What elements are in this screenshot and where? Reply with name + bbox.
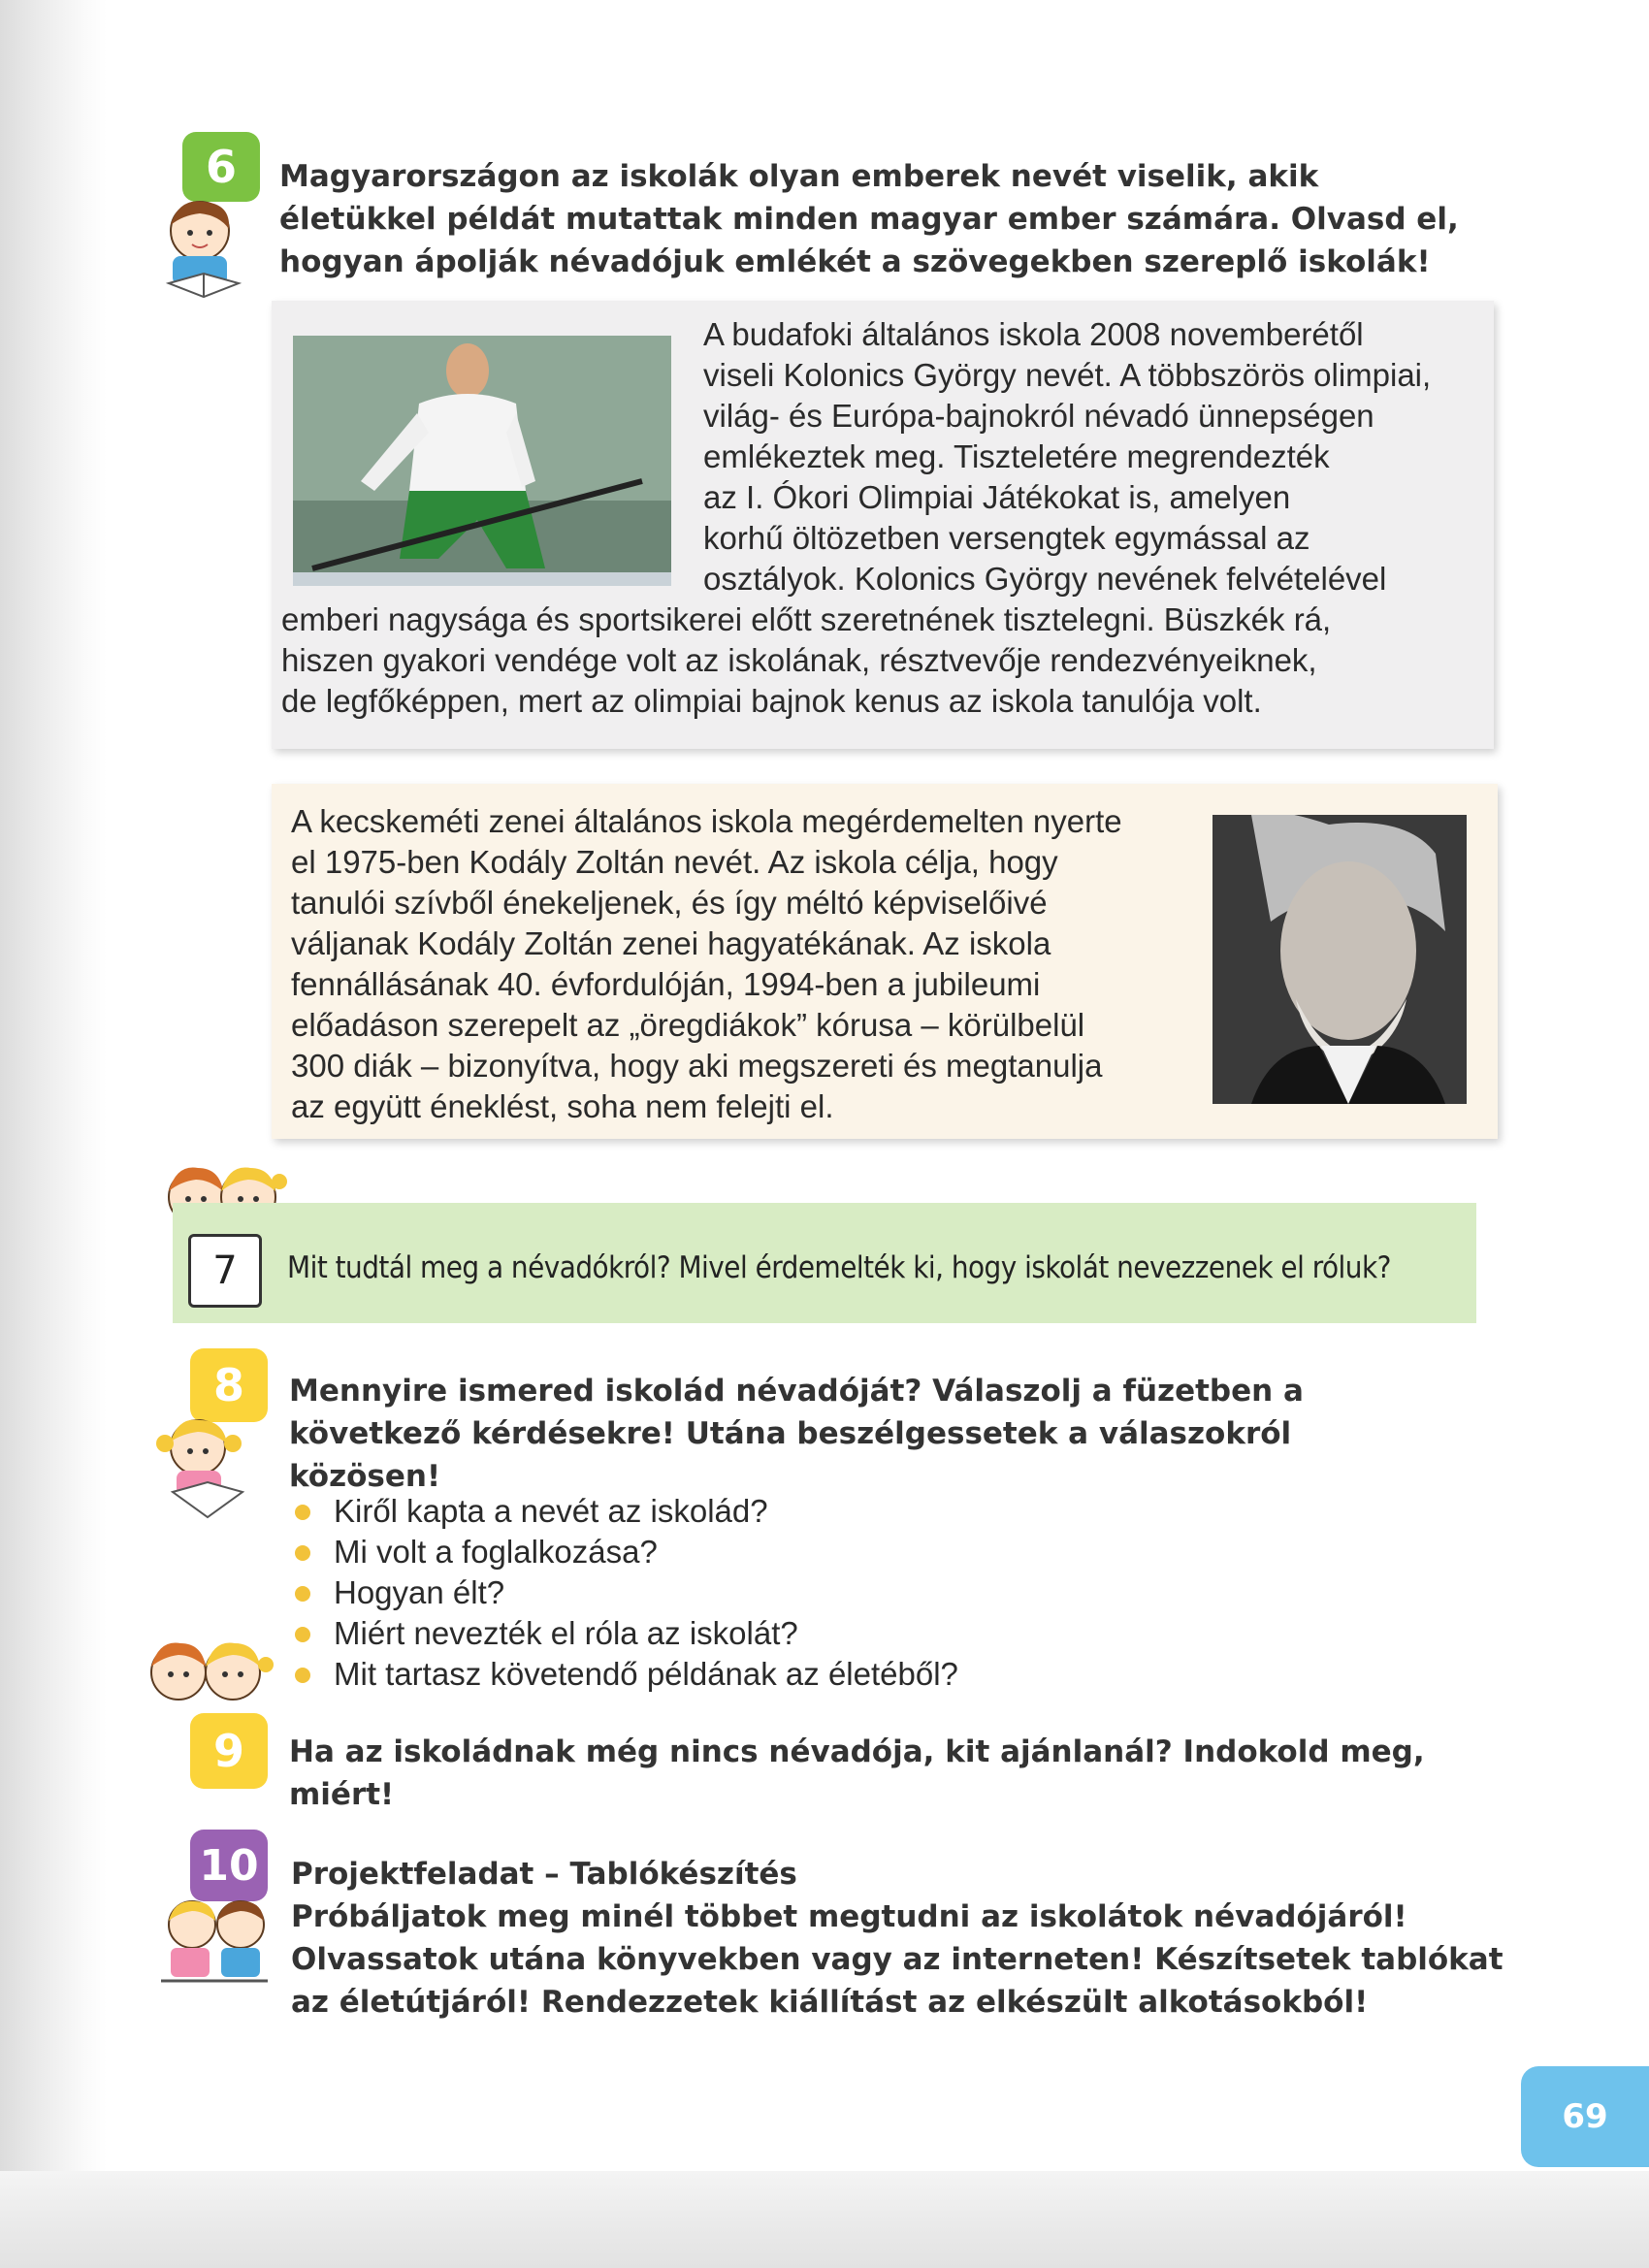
page-number: 69 bbox=[1562, 2097, 1608, 2136]
list-item: Kiről kapta a nevét az iskolád? bbox=[293, 1491, 1166, 1532]
task-9-number-badge: 9 bbox=[190, 1713, 268, 1789]
kolonics-line-5: az I. Ókori Olimpiai Játékokat is, amelyen bbox=[703, 479, 1291, 515]
task-6-instruction: Magyarországon az iskolák olyan emberek nevét viselik, akik életükkel példát mutattak minden magyar ember számára. Olvasd el, hogyan ápolják névadójuk emlékét a szövegekben szereplő iskolák! bbox=[279, 159, 1459, 279]
task-10-line-1: Próbáljatok meg minél többet megtudni az iskolátok névadójáról! bbox=[291, 1899, 1407, 1934]
kodaly-line-4: váljanak Kodály Zoltán zenei hagyatékának. Az iskola bbox=[291, 925, 1051, 961]
bullet-icon bbox=[295, 1627, 310, 1642]
list-item: Miért nevezték el róla az iskolát? bbox=[293, 1613, 1166, 1654]
task-8-instruction: Mennyire ismered iskolád névadóját? Válaszolj a füzetben a következő kérdésekre! Utána beszélgessetek a válaszokról közösen! bbox=[289, 1374, 1304, 1494]
list-item: Mi volt a foglalkozása? bbox=[293, 1532, 1166, 1572]
bullet-icon bbox=[295, 1586, 310, 1602]
list-item: Hogyan élt? bbox=[293, 1572, 1166, 1613]
task-10-number-badge: 10 bbox=[190, 1830, 268, 1901]
task-10-line-2: Olvassatok utána könyvekben vagy az interneten! Készítsetek tablókat bbox=[291, 1942, 1504, 1977]
kodaly-line-2: el 1975-ben Kodály Zoltán nevét. Az iskola célja, hogy bbox=[291, 844, 1058, 880]
task-7-question: Mit tudtál meg a névadókról? Mivel érdemelték ki, hogy iskolát nevezzenek el róluk? bbox=[287, 1250, 1391, 1285]
reading-girl-icon bbox=[144, 1409, 260, 1525]
kolonics-line-3: világ- és Európa-bajnokról névadó ünnepségen bbox=[703, 398, 1374, 434]
task-6-number-badge: 6 bbox=[182, 132, 260, 202]
task-8-number-badge: 8 bbox=[190, 1348, 268, 1422]
kodaly-line-6: előadáson szerepelt az „öregdiákok” kórusa – körülbelül bbox=[291, 1007, 1085, 1043]
kodaly-line-5: fennállásának 40. évfordulóján, 1994-ben a jubileumi bbox=[291, 966, 1041, 1002]
kolonics-gyorgy-photo bbox=[293, 336, 671, 586]
task-9-instruction: Ha az iskoládnak még nincs névadója, kit ajánlanál? Indokold meg, miért! bbox=[289, 1734, 1425, 1812]
reading-child-icon bbox=[155, 190, 252, 307]
kodaly-line-1: A kecskeméti zenei általános iskola megérdemelten nyerte bbox=[291, 803, 1122, 839]
kodaly-line-8: az együtt éneklést, soha nem felejti el. bbox=[291, 1088, 834, 1124]
kolonics-line-1: A budafoki általános iskola 2008 novemberétől bbox=[703, 316, 1364, 352]
kodaly-line-3: tanulói szívből énekeljenek, és így méltó képviselőivé bbox=[291, 885, 1048, 921]
task-10-title: Projektfeladat – Tablókészítés bbox=[291, 1857, 797, 1892]
page-binding-shadow bbox=[0, 0, 107, 2268]
kolonics-line-4: emlékeztek meg. Tiszteletére megrendezték bbox=[703, 438, 1330, 474]
kolonics-line-10: de legfőképpen, mert az olimpiai bajnok kenus az iskola tanulója volt. bbox=[281, 683, 1262, 719]
bullet-icon bbox=[295, 1545, 310, 1561]
kolonics-line-8: emberi nagysága és sportsikerei előtt szeretnének tisztelegni. Büszkék rá, bbox=[281, 601, 1332, 637]
kodaly-text-box bbox=[272, 784, 1498, 1139]
kodaly-line-7: 300 diák – bizonyítva, hogy aki megszereti és megtanulja bbox=[291, 1048, 1103, 1084]
kolonics-line-7: osztályok. Kolonics György nevének felvételével bbox=[703, 561, 1387, 597]
task-7-number-box: 7 bbox=[188, 1234, 262, 1308]
kolonics-line-2: viseli Kolonics György nevét. A többszörös olimpiai, bbox=[703, 357, 1432, 393]
kolonics-line-6: korhű öltözetben versengtek egymással az bbox=[703, 520, 1310, 556]
bullet-icon bbox=[295, 1668, 310, 1683]
bullet-icon bbox=[295, 1505, 310, 1520]
task-8-question-list bbox=[293, 1491, 1166, 1695]
kodaly-zoltan-photo bbox=[1212, 815, 1467, 1104]
scan-bottom-edge bbox=[0, 2171, 1649, 2268]
two-children-icon-middle bbox=[136, 1626, 281, 1713]
children-working-icon bbox=[151, 1892, 277, 1989]
kolonics-line-9: hiszen gyakori vendége volt az iskolának, résztvevője rendezvényeiknek, bbox=[281, 642, 1317, 678]
list-item: Mit tartasz követendő példának az életéből? bbox=[293, 1654, 1166, 1695]
task-10-line-3: az életútjáról! Rendezzetek kiállítást az elkészült alkotásokból! bbox=[291, 1985, 1369, 2020]
kolonics-text-box bbox=[272, 301, 1494, 749]
page-number-tab bbox=[1521, 2066, 1649, 2167]
